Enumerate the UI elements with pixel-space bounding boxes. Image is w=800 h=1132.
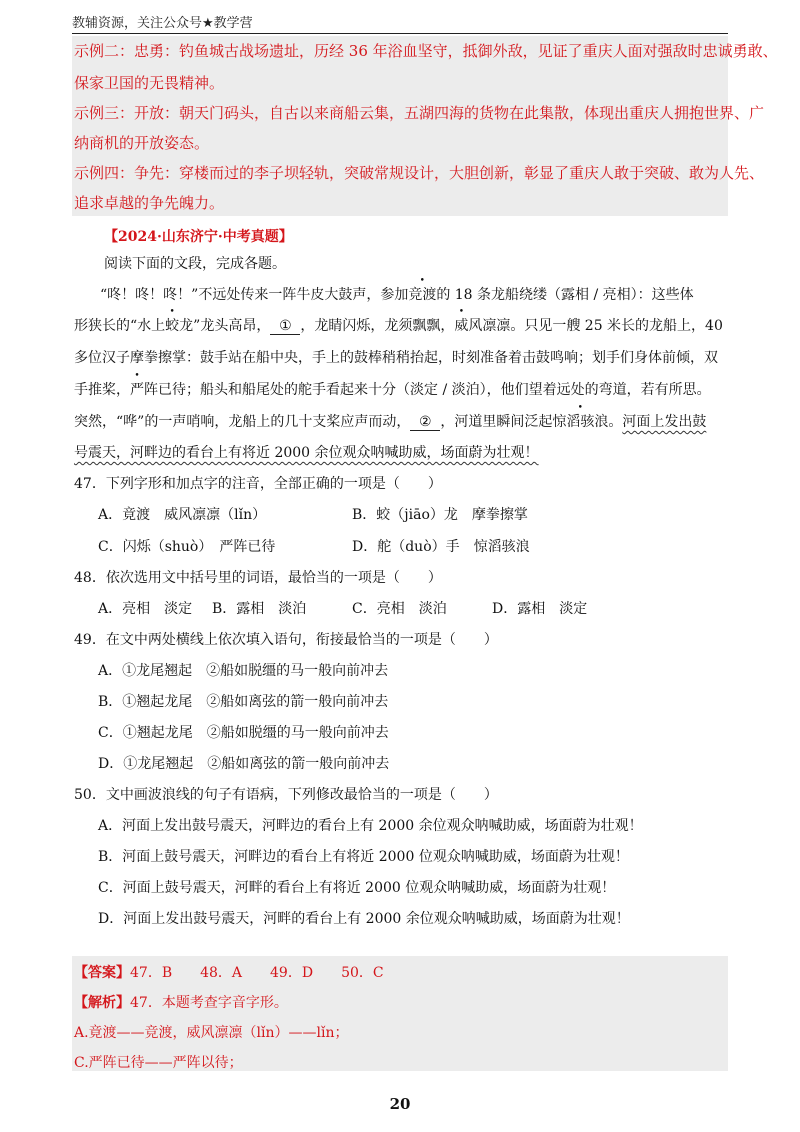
q48-stem: 48．依次选用文中括号里的词语，最恰当的一项是（ ）	[74, 570, 442, 586]
analysis-c: C.严阵已待——严阵以待；	[74, 1055, 243, 1071]
page-number: 20	[389, 1095, 411, 1113]
answer-tag: 【答案】	[74, 965, 130, 981]
q50-option-c: C．河面上鼓号震天，河畔的看台上有将近 2000 位观众呐喊助威，场面蔚为壮观！	[98, 880, 616, 896]
q47-option-a: A．竟渡 威风凛凛（lǐn）	[98, 507, 267, 523]
blank-2: ②	[410, 414, 440, 431]
q48-option-d: D．露相 淡定	[492, 601, 588, 617]
q48-option-c: C．亮相 淡泊	[352, 601, 447, 617]
passage-line-1: “咚！咚！咚！”不远处传来一阵牛皮大鼓声，参加竞渡的 18 条龙船绕缕（露相 / 亮相）：这些体	[100, 287, 694, 303]
header-divider	[72, 33, 728, 34]
wavy-sentence-part-2: 号震天，河畔边的看台上有将近 2000 余位观众呐喊助威，场面蔚为壮观！	[74, 445, 539, 461]
passage-line-3: 多位汉子摩拳擦掌：鼓手站在船中央，手上的鼓棒稍稍抬起，时刻准备着击鼓鸣响；划手们身体前倾，双	[74, 350, 718, 366]
analysis-text: 47．本题考查字音字形。	[130, 995, 288, 1011]
q49-option-c: C．①翘起龙尾 ②船如脱缰的马一般向前冲去	[98, 725, 389, 741]
q50-stem: 50．文中画波浪线的句子有语病，下列修改最恰当的一项是（ ）	[74, 787, 498, 803]
q50-option-a: A．河面上发出鼓号震天，河畔边的看台上有 2000 余位观众呐喊助威，场面蔚为壮观！	[98, 818, 643, 834]
reading-instruction: 阅读下面的文段，完成各题。	[104, 256, 286, 272]
dotted-word-jingdu: 竞渡	[408, 287, 437, 303]
analysis-tag: 【解析】	[74, 995, 130, 1011]
source-label: 【2024·山东济宁·中考真题】	[104, 229, 293, 245]
q47-option-b: B．蛟（jiāo）龙 摩拳擦掌	[352, 507, 528, 523]
q50-option-d: D．河面上发出鼓号震天，河畔的看台上有 2000 余位观众呐喊助威，场面蔚为壮观！	[98, 911, 630, 927]
analysis-a: A.竟渡——竞渡，威风凛凛（lǐn）——lǐn；	[74, 1025, 349, 1041]
example-4-line-1: 示例四：争先：穿楼而过的李子坝轻轨，突破常规设计，大胆创新，彰显了重庆人敢于突破、敢为人先、	[74, 164, 765, 182]
example-2-line-1: 示例二：忠勇：钓鱼城古战场遗址，历经 36 年浴血坚守，抵御外敌，见证了重庆人面对强敌时忠诚勇敢、	[74, 42, 778, 60]
q47-stem: 47．下列字形和加点字的注音，全部正确的一项是（ ）	[74, 476, 442, 492]
q49-option-a: A．①龙尾翘起 ②船如脱缰的马一般向前冲去	[98, 663, 389, 679]
q50-option-b: B．河面上鼓号震天，河畔边的看台上有将近 2000 位观众呐喊助威，场面蔚为壮观！	[98, 849, 629, 865]
passage-line-4: 手推桨，严阵已待；船头和船尾处的舵手看起来十分（淡定 / 淡泊），他们望着远处的弯道，若有所思。	[74, 382, 711, 398]
page-header: 教辅资源，关注公众号★教学营	[72, 16, 253, 31]
dotted-char-yan: 严	[130, 382, 144, 398]
q48-option-b: B．露相 淡泊	[212, 601, 307, 617]
example-2-line-2: 保家卫国的无畏精神。	[74, 74, 225, 92]
dotted-word-jingtao: 惊滔骇浪	[552, 414, 609, 430]
dotted-char-jiao: 蛟	[165, 318, 180, 334]
blank-1: ①	[270, 318, 300, 335]
dotted-char-wei: 威	[454, 318, 469, 334]
passage-line-6	[74, 442, 539, 462]
example-3-line-1: 示例三：开放：朝天门码头，自古以来商船云集，五湖四海的货物在此集散，体现出重庆人拥抱世界、广	[74, 104, 765, 122]
passage-line-2: 形狭长的“水上蛟龙”龙头高昂， ① ，龙睛闪烁，龙须飘飘，威风凛凛。只见一艘 25 米长的龙船上，40	[74, 318, 723, 334]
q49-option-d: D．①龙尾翘起 ②船如离弦的箭一般向前冲去	[98, 756, 390, 772]
wavy-sentence-part-1: 河面上发出鼓	[622, 414, 707, 430]
example-3-line-2: 纳商机的开放姿态。	[74, 134, 210, 152]
answer-line	[74, 962, 384, 982]
analysis-line	[74, 992, 288, 1012]
q47-option-c: C．闪烁（shuò） 严阵已待	[98, 539, 276, 555]
q47-option-d: D．舵（duò）手 惊滔骇浪	[352, 539, 530, 555]
example-4-line-2: 追求卓越的争先魄力。	[74, 194, 225, 212]
q48-option-a: A．亮相 淡定	[98, 601, 193, 617]
answer-text: 47．B 48．A 49．D 50．C	[130, 965, 384, 981]
passage-line-5: 突然，“哗”的一声哨响，龙船上的几十支桨应声而动， ② ，河道里瞬间泛起惊滔骇浪。河面上发出鼓	[74, 414, 707, 430]
examples-shaded-box	[72, 36, 728, 216]
q49-stem: 49．在文中两处横线上依次填入语句，衔接最恰当的一项是（ ）	[74, 632, 498, 648]
q49-option-b: B．①翘起龙尾 ②船如离弦的箭一般向前冲去	[98, 694, 389, 710]
